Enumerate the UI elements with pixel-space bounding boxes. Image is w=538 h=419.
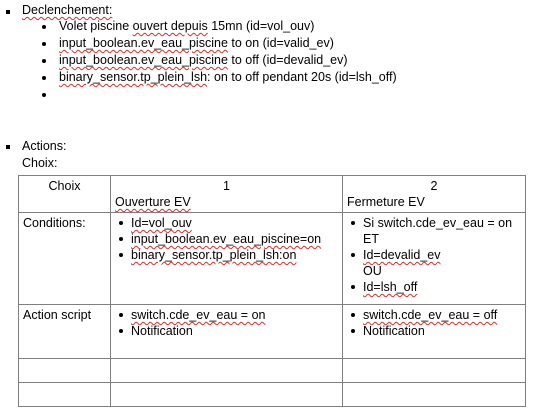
table-row — [19, 383, 526, 407]
empty-cell — [111, 359, 343, 383]
list-bullet — [42, 25, 46, 29]
column-number: 1 — [223, 179, 230, 193]
list-bullet — [42, 59, 46, 63]
table-row — [19, 213, 526, 305]
list-item: OU — [363, 264, 382, 278]
column-title: Fermeture EV — [347, 195, 425, 209]
list-item: Notification — [347, 323, 521, 339]
trigger-item: Volet piscine ouvert depuis 15mn (id=vol_ouv) — [59, 19, 315, 33]
row-label-conditions: Conditions: — [19, 213, 111, 305]
empty-cell — [111, 383, 343, 407]
list-item: Id=vol_ouv — [115, 215, 338, 231]
list-bullet — [42, 93, 46, 97]
column-number: 2 — [430, 179, 438, 193]
section-bullet — [6, 10, 10, 14]
header-cell-2 — [343, 176, 526, 213]
header-cell-choix: Choix — [19, 176, 111, 213]
list-bullet — [42, 42, 46, 46]
list-item: switch.cde_ev_eau = off — [347, 307, 521, 323]
table-row — [19, 305, 526, 359]
choix-label: Choix: — [22, 156, 58, 170]
list-item: ET — [363, 232, 379, 246]
action-cell-1 — [111, 305, 343, 359]
action-cell-2 — [343, 305, 526, 359]
conditions-cell-2 — [343, 213, 526, 305]
list-item: input_boolean.ev_eau_piscine=on — [115, 231, 338, 247]
row-label-action: Action script — [19, 305, 111, 359]
empty-cell — [343, 383, 526, 407]
trigger-item: binary_sensor.tp_plein_lsh: on to off pendant 20s (id=lsh_off) — [59, 70, 397, 84]
list-item: Id=lsh_off — [347, 279, 521, 295]
trigger-heading: Declenchement: — [22, 3, 113, 17]
list-item: Notification — [115, 323, 338, 339]
trigger-item: input_boolean.ev_eau_piscine to on (id=valid_ev) — [59, 36, 334, 50]
list-item: switch.cde_ev_eau = on — [115, 307, 338, 323]
empty-cell — [19, 359, 111, 383]
choices-table — [18, 175, 526, 407]
table-row — [19, 359, 526, 383]
list-item: Si switch.cde_ev_eau = on — [347, 215, 521, 231]
conditions-cell-1 — [111, 213, 343, 305]
header-cell-1 — [111, 176, 343, 213]
actions-heading: Actions: — [22, 139, 67, 153]
trigger-item: input_boolean.ev_eau_piscine to off (id=devalid_ev) — [59, 53, 348, 67]
list-item: Id=devalid_ev — [347, 247, 521, 263]
empty-cell — [19, 383, 111, 407]
list-item: binary_sensor.tp_plein_lsh:on — [115, 247, 338, 263]
table-row — [19, 176, 526, 213]
section-bullet — [6, 145, 10, 149]
list-bullet — [42, 76, 46, 80]
column-title: Ouverture EV — [115, 195, 191, 209]
empty-cell — [343, 359, 526, 383]
